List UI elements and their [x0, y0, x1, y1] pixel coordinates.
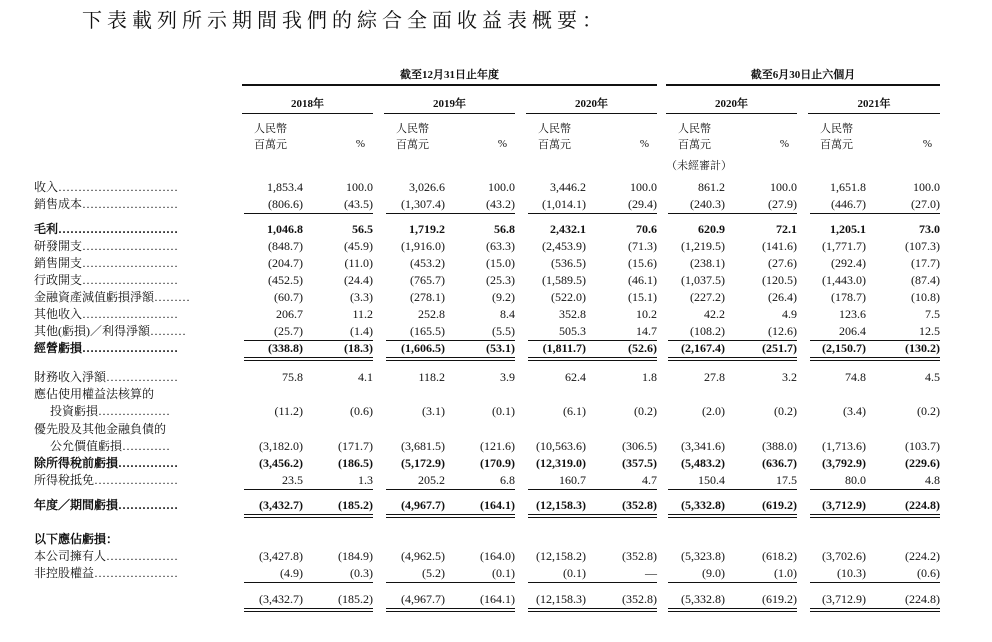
cell-amount: (238.1) [690, 256, 725, 270]
row-label: 行政開支…………………… [34, 273, 179, 287]
table-row [0, 255, 992, 271]
table-row [0, 497, 992, 513]
cell-amount: 150.4 [698, 473, 725, 487]
cell-amount: (4.9) [280, 566, 303, 580]
cell-amount: (1,037.5) [681, 273, 725, 287]
cell-percent: (170.9) [480, 456, 515, 470]
cell-percent: 7.5 [925, 307, 940, 321]
table-row [0, 289, 992, 305]
cell-percent: (130.2) [905, 341, 940, 355]
row-label: 本公司擁有人……………… [34, 549, 179, 563]
cell-percent: (306.5) [622, 439, 657, 453]
cell-percent: (107.3) [905, 239, 940, 253]
cell-amount: (1,219.5) [681, 239, 725, 253]
cell-percent: (27.0) [911, 197, 940, 211]
row-label: 毛利………………………… [34, 222, 179, 236]
unit-line-millions: 百萬元 [820, 139, 853, 151]
cell-percent: (185.2) [338, 498, 373, 512]
row-label: 經營虧損…………………… [34, 341, 179, 355]
total-double-rule [244, 357, 373, 361]
table-row [0, 591, 992, 607]
cell-amount: (25.7) [274, 324, 303, 338]
cell-percent: (52.6) [628, 341, 657, 355]
row-label: 年度／期間虧損…………… [34, 498, 179, 512]
total-double-rule [386, 608, 515, 612]
cell-amount: (4,962.5) [401, 549, 445, 563]
year-rule [666, 113, 797, 114]
cell-percent: 73.0 [919, 222, 940, 236]
cell-amount: (338.8) [268, 341, 303, 355]
cell-amount: 62.4 [565, 370, 586, 384]
total-double-rule [810, 608, 940, 612]
cell-percent: 100.0 [913, 180, 940, 194]
table-row [0, 531, 992, 547]
cell-amount: (292.4) [831, 256, 866, 270]
cell-percent: (11.0) [344, 256, 373, 270]
total-double-rule [386, 357, 515, 361]
cell-amount: 1,205.1 [830, 222, 866, 236]
percent-header: % [922, 138, 932, 150]
cell-amount: (1,771.7) [822, 239, 866, 253]
subtotal-rule [528, 213, 657, 214]
cell-amount: (452.5) [268, 273, 303, 287]
cell-percent: (15.1) [628, 290, 657, 304]
cell-amount: (6.1) [563, 404, 586, 418]
cell-amount: (5,323.8) [681, 549, 725, 563]
group-header-six-months: 截至6月30日止六個月 [750, 69, 856, 81]
cell-amount: (10,563.6) [536, 439, 586, 453]
cell-amount: (60.7) [274, 290, 303, 304]
cell-amount: (0.1) [563, 566, 586, 580]
year-rule [384, 113, 515, 114]
row-label: 研發開支…………………… [34, 239, 179, 253]
cell-amount: 1,719.2 [409, 222, 445, 236]
row-label: 優先股及其他金融負債的 [34, 422, 167, 436]
cell-percent: (103.7) [905, 439, 940, 453]
cell-percent: (0.3) [350, 566, 373, 580]
subtotal-rule [668, 213, 797, 214]
cell-percent: (171.7) [338, 439, 373, 453]
subtotal-rule [528, 489, 657, 490]
cell-percent: (45.9) [344, 239, 373, 253]
cell-percent: 100.0 [346, 180, 373, 194]
cell-percent: (164.1) [480, 498, 515, 512]
table-row [0, 340, 992, 356]
cell-amount: (3,702.6) [822, 549, 866, 563]
unit-line-currency: 人民幣 [538, 123, 571, 135]
cell-percent: (164.1) [480, 592, 515, 606]
unit-header [538, 121, 571, 153]
cell-percent: (27.6) [768, 256, 797, 270]
cell-amount: 505.3 [559, 324, 586, 338]
cell-amount: 2,432.1 [550, 222, 586, 236]
table-row [0, 196, 992, 212]
cell-percent: 3.9 [500, 370, 515, 384]
year-header-2019: 2019年 [433, 98, 466, 110]
cell-percent: 70.6 [636, 222, 657, 236]
subtotal-rule [244, 489, 373, 490]
cell-percent: (224.8) [905, 592, 940, 606]
cell-percent: 100.0 [630, 180, 657, 194]
cell-percent: (43.5) [344, 197, 373, 211]
cell-amount: (5.2) [422, 566, 445, 580]
subtotal-rule [810, 582, 940, 583]
unit-line-currency: 人民幣 [678, 123, 711, 135]
cell-amount: (178.7) [831, 290, 866, 304]
cell-percent: — [645, 566, 657, 580]
row-label: 銷售開支…………………… [34, 256, 179, 270]
table-row [0, 565, 992, 581]
cell-amount: (446.7) [831, 197, 866, 211]
table-row [0, 403, 992, 419]
total-double-rule [668, 608, 797, 612]
total-double-rule [810, 357, 940, 361]
cell-percent: (29.4) [628, 197, 657, 211]
cell-percent: (71.3) [628, 239, 657, 253]
cell-amount: (240.3) [690, 197, 725, 211]
cell-amount: (536.5) [551, 256, 586, 270]
cell-amount: (522.0) [551, 290, 586, 304]
percent-header: % [779, 138, 789, 150]
cell-amount: (12,158.3) [536, 592, 586, 606]
cell-amount: 74.8 [845, 370, 866, 384]
percent-header: % [355, 138, 365, 150]
table-row [0, 386, 992, 402]
unit-line-millions: 百萬元 [254, 139, 287, 151]
subtotal-rule [244, 582, 373, 583]
cell-amount: 3,026.6 [409, 180, 445, 194]
unit-header [820, 121, 853, 153]
cell-amount: (765.7) [410, 273, 445, 287]
cell-amount: (3.1) [422, 404, 445, 418]
cell-amount: (5,172.9) [401, 456, 445, 470]
cell-amount: 75.8 [282, 370, 303, 384]
cell-percent: (15.6) [628, 256, 657, 270]
cell-amount: 160.7 [559, 473, 586, 487]
row-label: 金融資產減值虧損淨額……… [34, 290, 191, 304]
cell-amount: 1,046.8 [267, 222, 303, 236]
total-double-rule [528, 514, 657, 518]
cell-amount: 352.8 [559, 307, 586, 321]
row-label: 以下應佔虧損： [34, 532, 119, 546]
cell-percent: (17.7) [911, 256, 940, 270]
unit-line-currency: 人民幣 [396, 123, 429, 135]
year-rule [808, 113, 940, 114]
cell-amount: 205.2 [418, 473, 445, 487]
cell-percent: (619.2) [762, 498, 797, 512]
cell-amount: (3,182.0) [259, 439, 303, 453]
cell-amount: 252.8 [418, 307, 445, 321]
table-row [0, 369, 992, 385]
row-label: 除所得稅前虧損…………… [34, 456, 179, 470]
percent-header: % [497, 138, 507, 150]
table-row [0, 179, 992, 195]
cell-percent: (224.8) [905, 498, 940, 512]
cell-amount: (227.2) [690, 290, 725, 304]
cell-amount: 123.6 [839, 307, 866, 321]
table-row [0, 438, 992, 454]
table-row [0, 472, 992, 488]
cell-percent: (251.7) [762, 341, 797, 355]
cell-percent: 4.5 [925, 370, 940, 384]
subtotal-rule [386, 582, 515, 583]
cell-percent: (10.8) [911, 290, 940, 304]
year-rule [242, 113, 373, 114]
cell-percent: 4.8 [925, 473, 940, 487]
cell-amount: 206.7 [276, 307, 303, 321]
cell-percent: (0.2) [917, 404, 940, 418]
cell-percent: (224.2) [905, 549, 940, 563]
group-header-fiscal-year: 截至12月31日止年度 [400, 69, 499, 81]
unit-line-currency: 人民幣 [254, 123, 287, 135]
cell-amount: (1,307.4) [401, 197, 445, 211]
cell-amount: (1,606.5) [401, 341, 445, 355]
cell-percent: (0.1) [492, 404, 515, 418]
cell-percent: (352.8) [622, 549, 657, 563]
cell-percent: (186.5) [338, 456, 373, 470]
cell-percent: (619.2) [762, 592, 797, 606]
table-row [0, 323, 992, 339]
row-label: 其他收入…………………… [34, 307, 179, 321]
row-label: 銷售成本…………………… [34, 197, 179, 211]
row-label: 其他(虧損)／利得淨額……… [34, 324, 186, 338]
cell-percent: (357.5) [622, 456, 657, 470]
cell-percent: (388.0) [762, 439, 797, 453]
cell-percent: (53.1) [486, 341, 515, 355]
cell-percent: (27.9) [768, 197, 797, 211]
table-row [0, 238, 992, 254]
cell-percent: (18.3) [344, 341, 373, 355]
subtotal-rule [244, 213, 373, 214]
subtotal-rule [386, 213, 515, 214]
unaudited-note: （未經審計） [666, 160, 732, 172]
cell-percent: (0.6) [350, 404, 373, 418]
cell-amount: (1,589.5) [542, 273, 586, 287]
cell-percent: (46.1) [628, 273, 657, 287]
cell-percent: 1.3 [358, 473, 373, 487]
cell-amount: (3,712.9) [822, 498, 866, 512]
cell-percent: 72.1 [776, 222, 797, 236]
total-double-rule [668, 357, 797, 361]
cell-amount: (806.6) [268, 197, 303, 211]
cell-amount: (1,014.1) [542, 197, 586, 211]
row-label: 非控股權益………………… [34, 566, 179, 580]
cell-amount: 80.0 [845, 473, 866, 487]
cell-amount: 42.2 [704, 307, 725, 321]
total-double-rule [244, 514, 373, 518]
cell-percent: (618.2) [762, 549, 797, 563]
cell-amount: 23.5 [282, 473, 303, 487]
cell-amount: (3,681.5) [401, 439, 445, 453]
cell-percent: (121.6) [480, 439, 515, 453]
cell-percent: (1.4) [350, 324, 373, 338]
row-label: 應佔使用權益法核算的 [34, 387, 155, 401]
subtotal-rule [386, 489, 515, 490]
unit-header [396, 121, 429, 153]
cell-percent: 100.0 [770, 180, 797, 194]
cell-percent: (636.7) [762, 456, 797, 470]
row-label: 財務收入淨額……………… [34, 370, 179, 384]
cell-percent: 10.2 [636, 307, 657, 321]
cell-percent: (3.3) [350, 290, 373, 304]
cell-percent: (26.4) [768, 290, 797, 304]
cell-amount: (2.0) [702, 404, 725, 418]
cell-percent: (185.2) [338, 592, 373, 606]
unit-header [678, 121, 711, 153]
cell-percent: (9.2) [492, 290, 515, 304]
row-label: 所得稅抵免………………… [34, 473, 179, 487]
cell-amount: (12,319.0) [536, 456, 586, 470]
cell-percent: (1.0) [774, 566, 797, 580]
cell-percent: (0.6) [917, 566, 940, 580]
cell-amount: (2,150.7) [822, 341, 866, 355]
cell-amount: 1,853.4 [267, 180, 303, 194]
subtotal-rule [668, 489, 797, 490]
table-row [0, 548, 992, 564]
cell-amount: 118.2 [418, 370, 445, 384]
total-double-rule [528, 357, 657, 361]
cell-percent: (87.4) [911, 273, 940, 287]
subtotal-rule [810, 213, 940, 214]
cell-amount: (9.0) [702, 566, 725, 580]
unit-line-millions: 百萬元 [396, 139, 429, 151]
table-row [0, 421, 992, 437]
cell-amount: (204.7) [268, 256, 303, 270]
cell-percent: (120.5) [762, 273, 797, 287]
cell-amount: (5,332.8) [681, 592, 725, 606]
cell-percent: 11.2 [352, 307, 373, 321]
cell-amount: 3,446.2 [550, 180, 586, 194]
table-row [0, 306, 992, 322]
group-rule-fiscal-year [242, 84, 657, 86]
cell-percent: (229.6) [905, 456, 940, 470]
cell-amount: (3,432.7) [259, 592, 303, 606]
cell-percent: (0.2) [634, 404, 657, 418]
cell-percent: (141.6) [762, 239, 797, 253]
unit-line-millions: 百萬元 [538, 139, 571, 151]
cell-amount: (1,713.6) [822, 439, 866, 453]
cell-amount: (848.7) [268, 239, 303, 253]
total-double-rule [386, 514, 515, 518]
row-label: 投資虧損……………… [50, 404, 171, 418]
table-row [0, 221, 992, 237]
cell-percent: (12.6) [768, 324, 797, 338]
cell-amount: (4,967.7) [401, 498, 445, 512]
row-label: 公允價值虧損………… [50, 439, 171, 453]
cell-percent: (63.3) [486, 239, 515, 253]
cell-percent: (15.0) [486, 256, 515, 270]
cell-amount: 620.9 [698, 222, 725, 236]
cell-amount: (1,916.0) [401, 239, 445, 253]
total-double-rule [668, 514, 797, 518]
cell-amount: (5,483.2) [681, 456, 725, 470]
cell-amount: (3.4) [843, 404, 866, 418]
cell-percent: (24.4) [344, 273, 373, 287]
cell-percent: 14.7 [636, 324, 657, 338]
cell-percent: 100.0 [488, 180, 515, 194]
year-header-2018: 2018年 [291, 98, 324, 110]
cell-amount: (1,811.7) [542, 341, 586, 355]
unit-line-currency: 人民幣 [820, 123, 853, 135]
cell-percent: (352.8) [622, 592, 657, 606]
subtotal-rule [810, 489, 940, 490]
subtotal-rule [528, 582, 657, 583]
cell-amount: (453.2) [410, 256, 445, 270]
cell-percent: 4.1 [358, 370, 373, 384]
cell-amount: 1,651.8 [830, 180, 866, 194]
cell-amount: (1,443.0) [822, 273, 866, 287]
year-header-2021-h1: 2021年 [857, 98, 891, 110]
cell-amount: (3,456.2) [259, 456, 303, 470]
cell-amount: (108.2) [690, 324, 725, 338]
total-double-rule [244, 608, 373, 612]
year-header-2020: 2020年 [575, 98, 608, 110]
cell-amount: (10.3) [837, 566, 866, 580]
cell-percent: 56.8 [494, 222, 515, 236]
cell-percent: 56.5 [352, 222, 373, 236]
group-rule-six-months [666, 84, 940, 86]
cell-amount: (3,432.7) [259, 498, 303, 512]
cell-amount: (12,158.2) [536, 549, 586, 563]
cell-amount: 27.8 [704, 370, 725, 384]
cell-percent: 3.2 [782, 370, 797, 384]
total-double-rule [810, 514, 940, 518]
cell-percent: 1.8 [642, 370, 657, 384]
cell-percent: 12.5 [919, 324, 940, 338]
cell-amount: (165.5) [410, 324, 445, 338]
cell-percent: (0.2) [774, 404, 797, 418]
cell-percent: (43.2) [486, 197, 515, 211]
page-title: 下表載列所示期間我們的綜合全面收益表概要： [82, 10, 607, 32]
cell-percent: 8.4 [500, 307, 515, 321]
table-row [0, 455, 992, 471]
cell-amount: (3,712.9) [822, 592, 866, 606]
total-double-rule [528, 608, 657, 612]
cell-percent: (184.9) [338, 549, 373, 563]
cell-amount: (278.1) [410, 290, 445, 304]
cell-amount: (5,332.8) [681, 498, 725, 512]
percent-header: % [639, 138, 649, 150]
cell-amount: (3,792.9) [822, 456, 866, 470]
cell-percent: (5.5) [492, 324, 515, 338]
unit-line-millions: 百萬元 [678, 139, 711, 151]
cell-amount: (3,427.8) [259, 549, 303, 563]
cell-percent: (352.8) [622, 498, 657, 512]
unit-header [254, 121, 287, 153]
cell-amount: 861.2 [698, 180, 725, 194]
cell-amount: (4,967.7) [401, 592, 445, 606]
year-rule [526, 113, 657, 114]
cell-amount: (2,453.9) [542, 239, 586, 253]
cell-amount: 206.4 [839, 324, 866, 338]
cell-amount: (11.2) [274, 404, 303, 418]
cell-percent: 17.5 [776, 473, 797, 487]
year-header-2020-h1: 2020年 [715, 98, 748, 110]
cell-percent: (0.1) [492, 566, 515, 580]
subtotal-rule [668, 582, 797, 583]
cell-percent: (25.3) [486, 273, 515, 287]
cell-amount: (2,167.4) [681, 341, 725, 355]
cell-amount: (3,341.6) [681, 439, 725, 453]
cell-percent: (164.0) [480, 549, 515, 563]
cell-percent: 4.9 [782, 307, 797, 321]
row-label: 收入………………………… [34, 180, 179, 194]
cell-percent: 6.8 [500, 473, 515, 487]
table-row [0, 272, 992, 288]
cell-amount: (12,158.3) [536, 498, 586, 512]
cell-percent: 4.7 [642, 473, 657, 487]
